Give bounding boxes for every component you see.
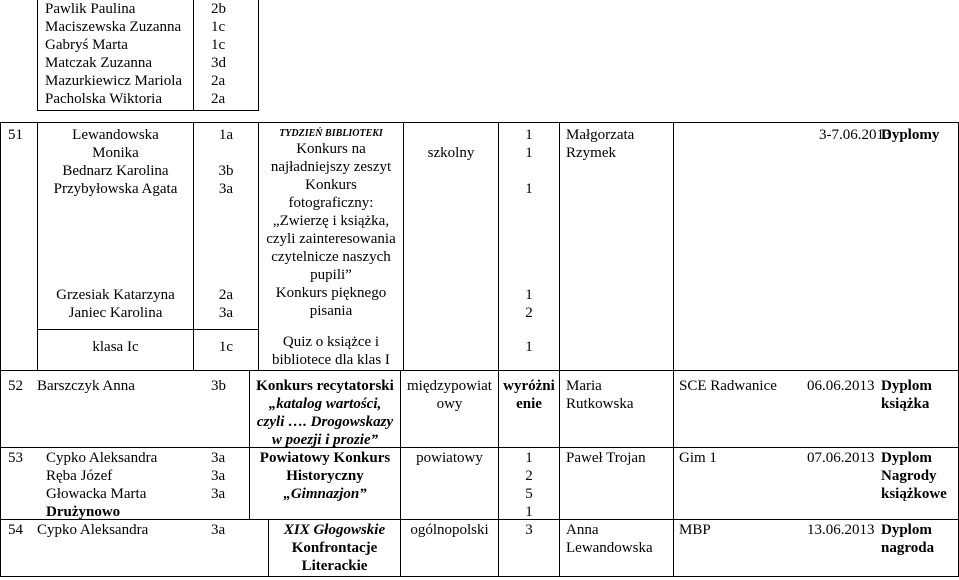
name-cell: Lewandowska (72, 127, 159, 143)
award-cell: Dyplom (881, 450, 932, 466)
class-cell: 3a (218, 305, 234, 321)
level-cell: szkolny (427, 145, 475, 161)
teacher-cell: Anna (566, 522, 599, 538)
place-cell: 1 (525, 145, 533, 161)
class-cell: 2a (218, 287, 234, 303)
level-cell: powiatowy (416, 450, 483, 466)
award-cell: książkowe (881, 486, 947, 502)
event-line: Konkurs na (296, 141, 366, 157)
class-cell: 3a (211, 486, 226, 502)
name-cell: Drużynowo (46, 504, 121, 520)
class-cell: 1c (211, 37, 226, 53)
event-line: w poezji i prozie” (271, 432, 379, 448)
name-cell: Ręba Józef (46, 468, 113, 484)
event-line: „Gimnazjon” (283, 486, 367, 502)
level-cell: ogólnopolski (410, 522, 489, 538)
name-cell: Cypko Aleksandra (46, 450, 158, 466)
class-cell: 3d (211, 55, 226, 71)
name-cell: Głowacka Marta (46, 486, 147, 502)
award-cell: Dyplom (881, 378, 932, 394)
place-cell: 1 (525, 287, 533, 303)
event-line: bibliotece dla klas I (272, 352, 390, 368)
name-cell: Matczak Zuzanna (45, 55, 153, 71)
date-cell: 07.06.2013 (807, 450, 875, 466)
award-cell: nagroda (881, 540, 935, 556)
place-cell: 1 (525, 450, 533, 466)
event-line: Historyczny (286, 468, 364, 484)
venue-cell: MBP (679, 522, 711, 538)
teacher-cell: Maria (566, 378, 602, 394)
name-cell: Pawlik Paulina (45, 1, 136, 17)
event-line: czyli zainteresowania (266, 231, 396, 247)
class-cell: 3a (211, 468, 226, 484)
name-cell: Janiec Karolina (68, 305, 163, 321)
class-cell: 1c (218, 339, 234, 355)
teacher-cell: Rzymek (566, 145, 616, 161)
name-cell: Pacholska Wiktoria (45, 91, 163, 107)
teacher-cell: Małgorzata (566, 127, 635, 143)
name-cell: Gabryś Marta (45, 37, 128, 53)
name-cell: Cypko Aleksandra (37, 522, 149, 538)
date-cell: 13.06.2013 (807, 522, 875, 538)
award-cell: Nagrody (881, 468, 937, 484)
place-cell: 3 (525, 522, 533, 538)
event-line: Powiatowy Konkurs (259, 450, 391, 466)
class-cell: 3b (211, 378, 226, 394)
award-cell: Dyplomy (881, 127, 940, 143)
place-cell: 2 (525, 305, 533, 321)
level-cell: owy (436, 396, 463, 412)
event-line: najładniejszy zeszyt (270, 159, 392, 175)
name-cell: Barszczyk Anna (37, 378, 135, 394)
class-cell: 2a (211, 91, 226, 107)
row-number: 51 (8, 127, 23, 143)
venue-cell: Gim 1 (679, 450, 717, 466)
event-line: Konkurs (305, 177, 357, 193)
event-line: Quiz o książce i (282, 334, 380, 350)
event-line: czyli …. Drogowskazy (256, 414, 394, 430)
event-line: pisania (309, 303, 353, 319)
date-cell: 3-7.06.2013 (819, 127, 892, 143)
place-cell: wyróżni (503, 378, 555, 394)
teacher-cell: Rutkowska (566, 396, 634, 412)
event-line: „katalog wartości, (268, 396, 382, 412)
event-line: pupili” (310, 267, 352, 283)
name-cell: Przybyłowska Agata (53, 181, 178, 197)
place-cell: 1 (525, 127, 533, 143)
place-cell: 1 (525, 504, 533, 520)
teacher-cell: Lewandowska (566, 540, 653, 556)
event-line: XIX Głogowskie (283, 522, 386, 538)
name-cell: Bednarz Karolina (62, 163, 169, 179)
name-cell: Mazurkiewicz Mariola (45, 73, 183, 89)
name-cell: Monika (92, 145, 139, 161)
event-line: Konfrontacje (291, 540, 378, 556)
date-cell: 06.06.2013 (807, 378, 875, 394)
place-cell: 2 (525, 468, 533, 484)
place-cell: enie (516, 396, 542, 412)
level-cell: międzypowiat (407, 378, 492, 394)
event-line: fotograficzny: (288, 195, 374, 211)
class-cell: 3a (211, 450, 226, 466)
event-line: Literackie (301, 558, 368, 574)
class-cell: 3a (211, 522, 226, 538)
place-cell: 1 (525, 181, 533, 197)
place-cell: 5 (525, 486, 533, 502)
class-cell: 2b (211, 1, 226, 17)
class-cell: 3b (218, 163, 234, 179)
name-cell: Grzesiak Katarzyna (56, 287, 175, 303)
class-cell: 1a (218, 127, 234, 143)
venue-cell: SCE Radwanice (679, 378, 777, 394)
name-cell: Maciszewska Zuzanna (45, 19, 182, 35)
award-cell: Dyplom (881, 522, 932, 538)
event-line: czytelnicze naszych (271, 249, 391, 265)
event-header: TYDZIEŃ BIBLIOTEKI (279, 128, 383, 139)
name-cell: klasa Ic (92, 339, 139, 355)
event-line: „Zwierzę i książka, (272, 213, 390, 229)
class-cell: 2a (211, 73, 226, 89)
row-number: 52 (8, 378, 23, 394)
event-line: Konkurs pięknego (275, 285, 387, 301)
class-cell: 3a (218, 181, 234, 197)
event-line: Konkurs recytatorski (256, 378, 394, 394)
row-number: 54 (8, 522, 23, 538)
class-cell: 1c (211, 19, 226, 35)
place-cell: 1 (525, 339, 533, 355)
row-number: 53 (8, 450, 23, 466)
award-cell: książka (881, 396, 930, 412)
teacher-cell: Paweł Trojan (566, 450, 646, 466)
